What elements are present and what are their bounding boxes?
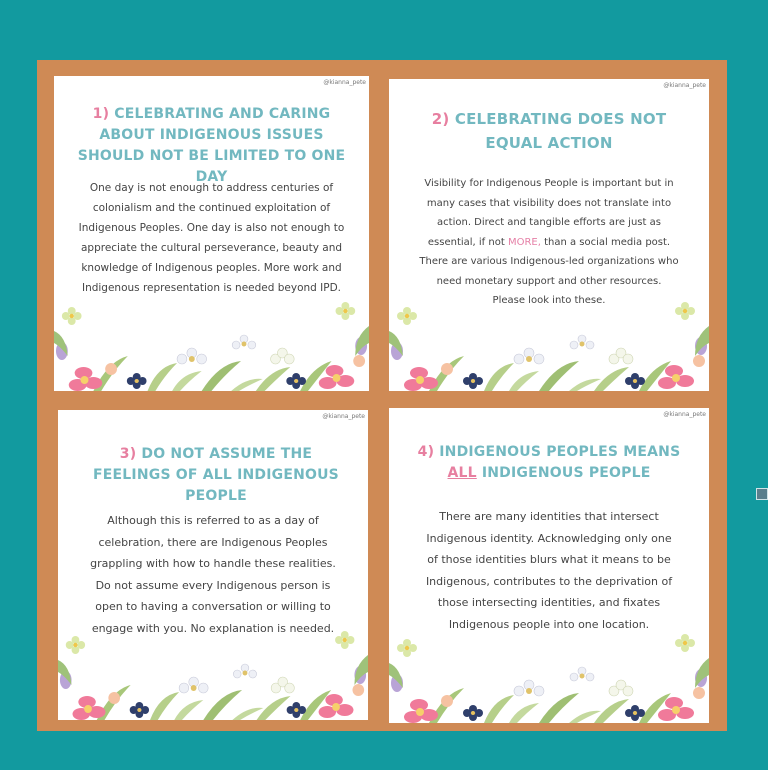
- slide-3-number: 3): [119, 446, 137, 462]
- slide-1-title-text: CELEBRATING AND CARING ABOUT INDIGENOUS ISSUES SHOULD NOT BE LIMITED TO ONE DAY: [77, 106, 346, 185]
- slide-2-body-part-a: Visibility for Indigenous People is important but in many cases that visibility does not translate into action. Direct and tangible efforts are just as essential, if not: [424, 178, 674, 248]
- slide-2-title: [429, 107, 669, 155]
- author-handle: @kianna_pete: [663, 82, 706, 89]
- slide-2-number: 2): [431, 110, 450, 128]
- slide-card-4: [389, 408, 709, 723]
- author-handle: @kianna_pete: [322, 413, 365, 420]
- slide-3-body: Although this is referred to as a day of celebration, there are Indigenous Peoples grappling with how to handle these realities. Do not assume every Indigenous person is open to having a conversation or willing to engage with you. No explanation is needed.: [90, 514, 336, 635]
- slide-4-emphasis: ALL: [447, 465, 477, 481]
- floral-decoration: [389, 633, 709, 723]
- slide-2-body: [419, 174, 679, 311]
- slide-1-title: [68, 104, 355, 188]
- slide-2-title-text: CELEBRATING DOES NOT EQUAL ACTION: [454, 110, 667, 152]
- image-thumbnail-icon[interactable]: [756, 488, 768, 500]
- floral-decoration: [389, 301, 709, 391]
- slide-4-title-part-a: INDIGENOUS PEOPLES MEANS: [439, 444, 681, 460]
- collage-frame: [37, 60, 727, 731]
- slide-2-body-part-b: than a social media post. There are various Indigenous-led organizations who need monetary support and other resources. Please look into these.: [419, 236, 679, 306]
- slide-4-title: [417, 442, 681, 484]
- slide-card-2: [389, 79, 709, 391]
- slide-1-body: One day is not enough to address centuries of colonialism and the continued exploitation of Indigenous Peoples. One day is also not enough to appreciate the cultural perseverance, beauty and knowledge of Indigenous peoples. More work and Indigenous representation is needed beyond IPD.: [78, 182, 345, 294]
- floral-decoration: [58, 630, 368, 720]
- slide-3-title-text: DO NOT ASSUME THE FEELINGS OF ALL INDIGENOUS PEOPLE: [93, 446, 339, 504]
- slide-2-emphasis: MORE,: [507, 236, 541, 248]
- author-handle: @kianna_pete: [663, 411, 706, 418]
- floral-decoration: [54, 301, 369, 391]
- slide-card-1: [54, 76, 369, 391]
- author-handle: @kianna_pete: [323, 79, 366, 86]
- slide-card-3: [58, 410, 368, 720]
- slide-1-number: 1): [92, 106, 110, 122]
- slide-4-body: There are many identities that intersect Indigenous identity. Acknowledging only one of those identities blurs what it means to be Indigenous, contributes to the deprivation of those intersecting identities, and fixates Indigenous people into one location.: [425, 510, 673, 631]
- slide-4-number: 4): [417, 444, 435, 460]
- slide-3-title: [86, 444, 346, 507]
- slide-4-title-part-b: INDIGENOUS PEOPLE: [481, 465, 651, 481]
